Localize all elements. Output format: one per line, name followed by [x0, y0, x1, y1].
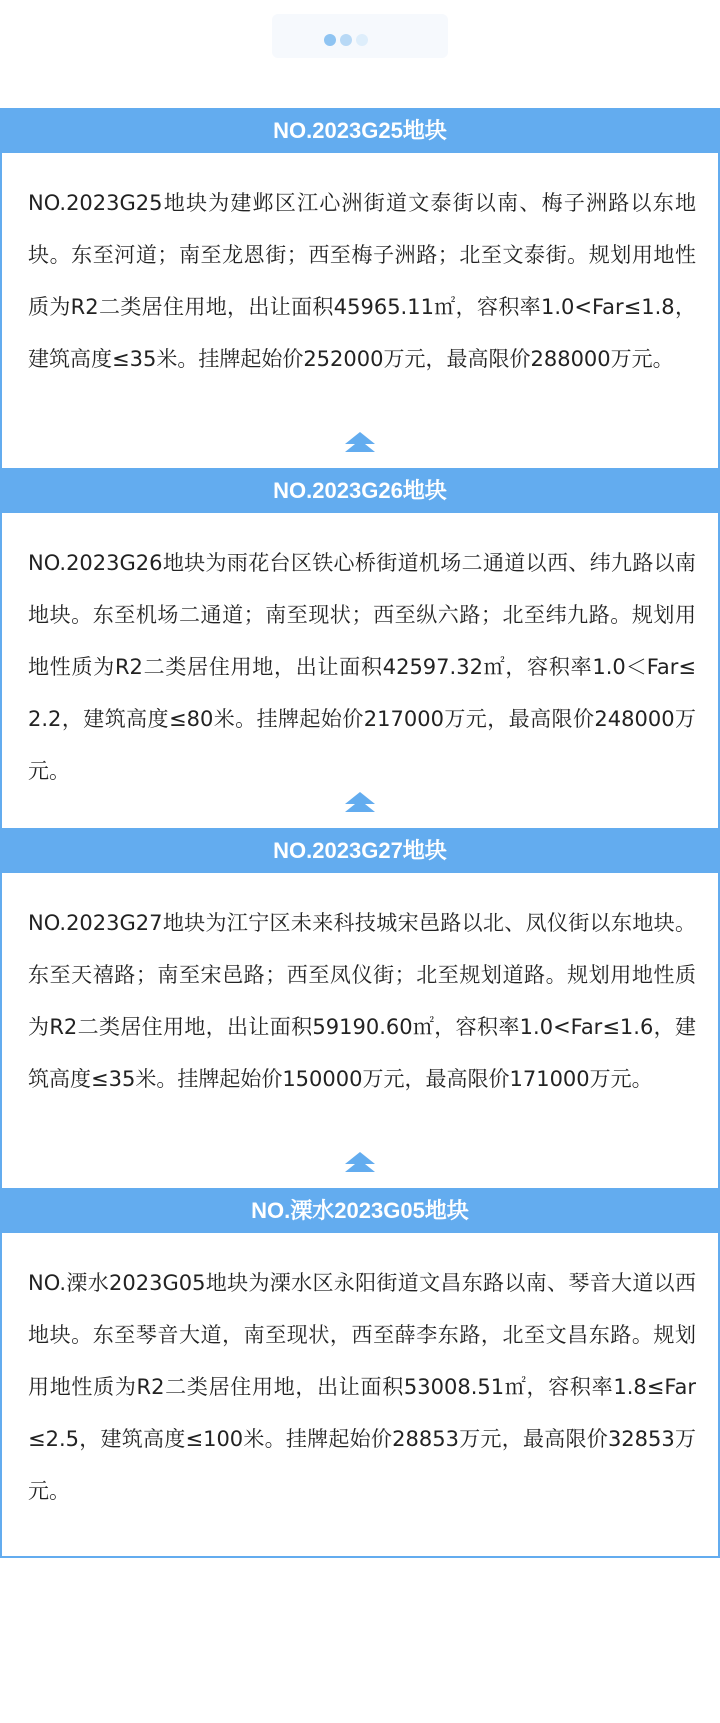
parcel-body — [0, 873, 720, 1198]
indicator-dot — [324, 34, 336, 46]
land-parcel-card — [0, 108, 720, 478]
parcel-title: NO.2023G26地块 — [0, 468, 720, 513]
parcel-description: NO.2023G26地块为雨花台区铁心桥街道机场二通道以西、纬九路以南地块。东至机场二通道；南至现状；西至纵六路；北至纬九路。规划用地性质为R2二类居住用地，出让面积42597.32㎡，容积率1.0＜Far≤2.2，建筑高度≤80米。挂牌起始价217000万元，最高限价248000万元。 — [28, 551, 696, 783]
connector-arrow-icon — [345, 1152, 375, 1174]
indicator-dot — [356, 34, 368, 46]
parcel-description: NO.2023G25地块为建邺区江心洲街道文泰街以南、梅子洲路以东地块。东至河道；南至龙恩街；西至梅子洲路；北至文泰街。规划用地性质为R2二类居住用地，出让面积45965.11㎡，容积率1.0<Far≤1.8，建筑高度≤35米。挂牌起始价252000万元，最高限价288000万元。 — [28, 191, 696, 371]
connector-arrow-icon — [345, 792, 375, 814]
parcel-body — [0, 1233, 720, 1558]
land-parcel-card — [0, 1188, 720, 1558]
parcel-description: NO.溧水2023G05地块为溧水区永阳街道文昌东路以南、琴音大道以西地块。东至琴音大道，南至现状，西至薛李东路，北至文昌东路。规划用地性质为R2二类居住用地，出让面积53008.51㎡，容积率1.8≤Far≤2.5，建筑高度≤100米。挂牌起始价28853万元，最高限价32853万元。 — [28, 1271, 696, 1503]
parcel-title: NO.2023G27地块 — [0, 828, 720, 873]
parcel-body — [0, 513, 720, 838]
indicator-dot — [340, 34, 352, 46]
parcel-body — [0, 153, 720, 478]
parcel-title: NO.溧水2023G05地块 — [0, 1188, 720, 1233]
carousel-indicator — [272, 14, 448, 58]
land-parcel-card — [0, 828, 720, 1198]
parcel-description: NO.2023G27地块为江宁区未来科技城宋邑路以北、凤仪街以东地块。东至天禧路；南至宋邑路；西至凤仪街；北至规划道路。规划用地性质为R2二类居住用地，出让面积59190.60㎡，容积率1.0<Far≤1.6，建筑高度≤35米。挂牌起始价150000万元，最高限价171000万元。 — [28, 911, 696, 1091]
parcel-title: NO.2023G25地块 — [0, 108, 720, 153]
land-parcel-card — [0, 468, 720, 838]
connector-arrow-icon — [345, 432, 375, 454]
